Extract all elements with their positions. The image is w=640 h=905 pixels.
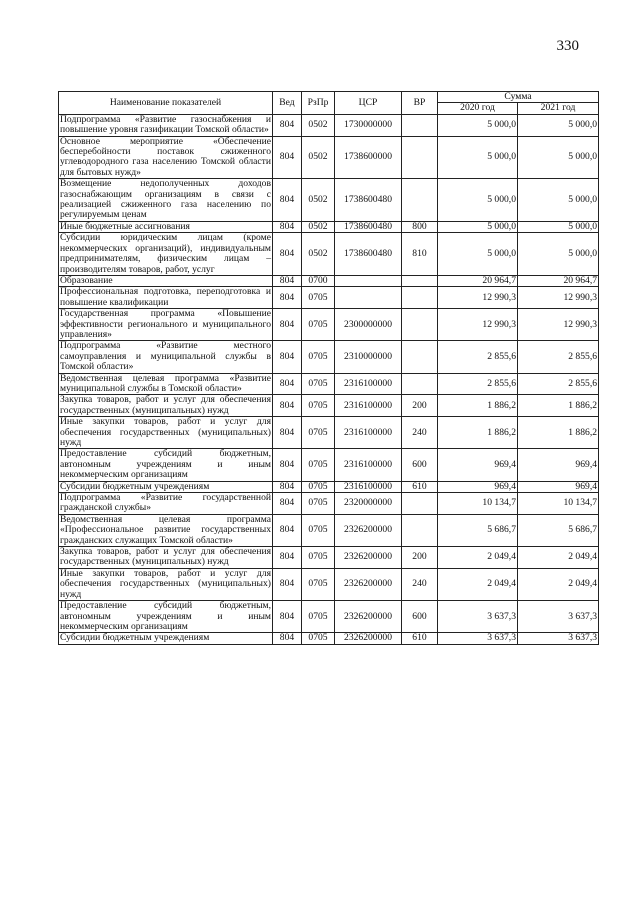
cell-csr: 1730000000 bbox=[335, 114, 402, 136]
header-ved: Вед bbox=[273, 92, 302, 115]
cell-vr: 600 bbox=[402, 601, 438, 633]
cell-2020: 12 990,3 bbox=[438, 287, 518, 309]
table-row bbox=[59, 481, 599, 492]
cell-csr: 2326200000 bbox=[335, 514, 402, 546]
cell-vr: 600 bbox=[402, 449, 438, 481]
header-csr: ЦСР bbox=[335, 92, 402, 115]
cell-csr: 2326200000 bbox=[335, 633, 402, 644]
cell-vr: 610 bbox=[402, 633, 438, 644]
cell-rzpr: 0705 bbox=[302, 341, 335, 373]
cell-name: Подпрограмма «Развитие местного самоуправления и муниципальной службы в Томской области» bbox=[60, 340, 271, 373]
cell-rzpr: 0705 bbox=[302, 395, 335, 417]
cell-csr: 1738600480 bbox=[335, 221, 402, 232]
cell-name: Иные закупки товаров, работ и услуг для обеспечения государственных (муниципальных) нужд bbox=[60, 567, 271, 600]
cell-2020: 2 855,6 bbox=[438, 341, 518, 373]
cell-ved: 804 bbox=[273, 449, 302, 481]
cell-ved: 804 bbox=[273, 341, 302, 373]
cell-csr: 2316100000 bbox=[335, 449, 402, 481]
cell-2021: 969,4 bbox=[518, 481, 599, 492]
cell-ved: 804 bbox=[273, 309, 302, 341]
cell-vr: 610 bbox=[402, 481, 438, 492]
cell-vr bbox=[402, 114, 438, 136]
cell-rzpr: 0705 bbox=[302, 633, 335, 644]
cell-name: Образование bbox=[59, 275, 273, 286]
cell-csr: 2320000000 bbox=[335, 493, 402, 515]
table-row bbox=[59, 136, 599, 179]
cell-2021: 5 000,0 bbox=[518, 233, 599, 276]
cell-ved: 804 bbox=[273, 179, 302, 222]
cell-name: Субсидии юридическим лицам (кроме некоммерческих организаций), индивидуальным предпринимателям, физическим лицам – производителям товаров, работ, услуг bbox=[60, 232, 271, 275]
cell-rzpr: 0705 bbox=[302, 481, 335, 492]
cell-rzpr: 0705 bbox=[302, 547, 335, 569]
table-row bbox=[59, 395, 599, 417]
cell-rzpr: 0705 bbox=[302, 514, 335, 546]
cell-rzpr: 0502 bbox=[302, 233, 335, 276]
cell-2021: 2 049,4 bbox=[518, 568, 599, 600]
cell-rzpr: 0705 bbox=[302, 309, 335, 341]
cell-vr bbox=[402, 287, 438, 309]
cell-2020: 1 886,2 bbox=[438, 417, 518, 449]
cell-2021: 12 990,3 bbox=[518, 309, 599, 341]
cell-ved: 804 bbox=[273, 481, 302, 492]
cell-2021: 2 855,6 bbox=[518, 341, 599, 373]
header-name: Наименование показателей bbox=[59, 92, 273, 115]
cell-ved: 804 bbox=[273, 568, 302, 600]
cell-name: Подпрограмма «Развитие государственной гражданской службы» bbox=[60, 492, 271, 514]
table-row bbox=[59, 417, 599, 449]
table-row bbox=[59, 114, 599, 136]
cell-vr bbox=[402, 136, 438, 179]
table-row bbox=[59, 601, 599, 633]
cell-csr: 1738600480 bbox=[335, 233, 402, 276]
cell-csr: 2326200000 bbox=[335, 547, 402, 569]
cell-2020: 12 990,3 bbox=[438, 309, 518, 341]
cell-2021: 5 000,0 bbox=[518, 179, 599, 222]
cell-2021: 5 686,7 bbox=[518, 514, 599, 546]
cell-name: Закупка товаров, работ и услуг для обеспечения государственных (муниципальных) нужд bbox=[60, 394, 271, 416]
cell-2021: 3 637,3 bbox=[518, 633, 599, 644]
cell-vr: 810 bbox=[402, 233, 438, 276]
cell-2021: 12 990,3 bbox=[518, 287, 599, 309]
table-row bbox=[59, 449, 599, 481]
header-row bbox=[59, 92, 599, 103]
cell-name: Субсидии бюджетным учреждениям bbox=[59, 633, 273, 644]
cell-2020: 20 964,7 bbox=[438, 275, 518, 286]
cell-name: Иные закупки товаров, работ и услуг для обеспечения государственных (муниципальных) нужд bbox=[60, 416, 271, 448]
cell-name: Государственная программа «Повышение эффективности регионального и муниципального управления» bbox=[60, 308, 271, 340]
cell-csr: 1738600480 bbox=[335, 179, 402, 222]
cell-vr bbox=[402, 493, 438, 515]
cell-csr: 2316100000 bbox=[335, 417, 402, 449]
cell-name: Предоставление субсидий бюджетным, автономным учреждениям и иным некоммерческим организациям bbox=[60, 448, 271, 481]
page-number: 330 bbox=[556, 38, 579, 54]
header-sum: Сумма bbox=[438, 92, 599, 103]
cell-rzpr: 0502 bbox=[302, 136, 335, 179]
cell-vr bbox=[402, 275, 438, 286]
cell-vr bbox=[402, 309, 438, 341]
cell-vr: 200 bbox=[402, 395, 438, 417]
cell-2021: 2 855,6 bbox=[518, 373, 599, 395]
cell-csr: 2310000000 bbox=[335, 341, 402, 373]
cell-rzpr: 0705 bbox=[302, 493, 335, 515]
cell-2021: 20 964,7 bbox=[518, 275, 599, 286]
cell-2020: 10 134,7 bbox=[438, 493, 518, 515]
cell-2020: 5 000,0 bbox=[438, 136, 518, 179]
cell-vr: 200 bbox=[402, 547, 438, 569]
table-row bbox=[59, 514, 599, 546]
table-row bbox=[59, 373, 599, 395]
cell-name: Иные бюджетные ассигнования bbox=[59, 221, 273, 232]
table-row bbox=[59, 493, 599, 515]
cell-ved: 804 bbox=[273, 395, 302, 417]
cell-2020: 2 049,4 bbox=[438, 547, 518, 569]
cell-name: Ведомственная целевая программа «Развитие муниципальной службы в Томской области» bbox=[60, 372, 271, 394]
cell-2021: 1 886,2 bbox=[518, 395, 599, 417]
cell-csr bbox=[335, 287, 402, 309]
table-row bbox=[59, 179, 599, 222]
cell-2021: 2 049,4 bbox=[518, 547, 599, 569]
cell-name: Закупка товаров, работ и услуг для обеспечения государственных (муниципальных) нужд bbox=[60, 546, 271, 568]
cell-ved: 804 bbox=[273, 417, 302, 449]
cell-ved: 804 bbox=[273, 514, 302, 546]
cell-vr bbox=[402, 514, 438, 546]
cell-ved: 804 bbox=[273, 547, 302, 569]
cell-2021: 10 134,7 bbox=[518, 493, 599, 515]
cell-2020: 969,4 bbox=[438, 481, 518, 492]
cell-name: Основное мероприятие «Обеспечение бесперебойности поставок сжиженного углеводородного газа населению Томской области для бытовых нужд» bbox=[60, 135, 271, 178]
cell-2020: 3 637,3 bbox=[438, 601, 518, 633]
header-year-2021: 2021 год bbox=[518, 103, 599, 114]
table-body bbox=[59, 114, 599, 644]
cell-2021: 969,4 bbox=[518, 449, 599, 481]
cell-name: Субсидии бюджетным учреждениям bbox=[59, 481, 273, 492]
cell-2020: 1 886,2 bbox=[438, 395, 518, 417]
table-row bbox=[59, 547, 599, 569]
header-rzpr: РзПр bbox=[302, 92, 335, 115]
cell-2020: 5 000,0 bbox=[438, 179, 518, 222]
cell-2020: 5 000,0 bbox=[438, 114, 518, 136]
table-row bbox=[59, 287, 599, 309]
cell-2020: 5 000,0 bbox=[438, 233, 518, 276]
cell-csr: 2326200000 bbox=[335, 601, 402, 633]
cell-2021: 5 000,0 bbox=[518, 136, 599, 179]
table-row bbox=[59, 221, 599, 232]
cell-csr: 2326200000 bbox=[335, 568, 402, 600]
cell-rzpr: 0705 bbox=[302, 373, 335, 395]
cell-ved: 804 bbox=[273, 373, 302, 395]
cell-csr: 2316100000 bbox=[335, 481, 402, 492]
table-row bbox=[59, 633, 599, 644]
cell-csr bbox=[335, 275, 402, 286]
cell-vr bbox=[402, 179, 438, 222]
cell-2020: 5 000,0 bbox=[438, 221, 518, 232]
cell-rzpr: 0502 bbox=[302, 114, 335, 136]
cell-name: Профессиональная подготовка, переподготовка и повышение квалификации bbox=[60, 286, 271, 308]
cell-ved: 804 bbox=[273, 136, 302, 179]
table-row bbox=[59, 341, 599, 373]
table-row bbox=[59, 275, 599, 286]
cell-rzpr: 0502 bbox=[302, 221, 335, 232]
cell-vr: 800 bbox=[402, 221, 438, 232]
cell-ved: 804 bbox=[273, 287, 302, 309]
cell-rzpr: 0705 bbox=[302, 417, 335, 449]
cell-csr: 2316100000 bbox=[335, 373, 402, 395]
cell-name: Возмещение недополученных доходов газоснабжающим организациям в связи с реализацией сжиженного газа населению по регулируемым ценам bbox=[60, 178, 271, 221]
table-row bbox=[59, 309, 599, 341]
cell-rzpr: 0700 bbox=[302, 275, 335, 286]
cell-vr bbox=[402, 341, 438, 373]
table-row bbox=[59, 568, 599, 600]
cell-ved: 804 bbox=[273, 633, 302, 644]
cell-name: Ведомственная целевая программа «Профессиональное развитие государственных гражданских служащих Томской области» bbox=[60, 513, 271, 546]
cell-2020: 2 855,6 bbox=[438, 373, 518, 395]
cell-ved: 804 bbox=[273, 114, 302, 136]
cell-vr bbox=[402, 373, 438, 395]
cell-csr: 2300000000 bbox=[335, 309, 402, 341]
cell-2020: 969,4 bbox=[438, 449, 518, 481]
cell-rzpr: 0705 bbox=[302, 601, 335, 633]
cell-rzpr: 0705 bbox=[302, 287, 335, 309]
cell-2021: 5 000,0 bbox=[518, 114, 599, 136]
header-year-2020: 2020 год bbox=[438, 103, 518, 114]
table-row bbox=[59, 233, 599, 276]
cell-name: Предоставление субсидий бюджетным, автономным учреждениям и иным некоммерческим организациям bbox=[60, 600, 271, 632]
budget-table bbox=[58, 91, 599, 645]
cell-2020: 3 637,3 bbox=[438, 633, 518, 644]
cell-2020: 2 049,4 bbox=[438, 568, 518, 600]
cell-rzpr: 0705 bbox=[302, 568, 335, 600]
cell-ved: 804 bbox=[273, 221, 302, 232]
cell-2021: 3 637,3 bbox=[518, 601, 599, 633]
cell-vr: 240 bbox=[402, 568, 438, 600]
cell-ved: 804 bbox=[273, 601, 302, 633]
cell-csr: 2316100000 bbox=[335, 395, 402, 417]
cell-ved: 804 bbox=[273, 493, 302, 515]
cell-2020: 5 686,7 bbox=[438, 514, 518, 546]
cell-2021: 5 000,0 bbox=[518, 221, 599, 232]
cell-csr: 1738600000 bbox=[335, 136, 402, 179]
header-vr: ВР bbox=[402, 92, 438, 115]
cell-ved: 804 bbox=[273, 275, 302, 286]
cell-name: Подпрограмма «Развитие газоснабжения и повышение уровня газификации Томской области» bbox=[60, 113, 271, 136]
cell-rzpr: 0705 bbox=[302, 449, 335, 481]
cell-vr: 240 bbox=[402, 417, 438, 449]
cell-2021: 1 886,2 bbox=[518, 417, 599, 449]
cell-rzpr: 0502 bbox=[302, 179, 335, 222]
cell-ved: 804 bbox=[273, 233, 302, 276]
